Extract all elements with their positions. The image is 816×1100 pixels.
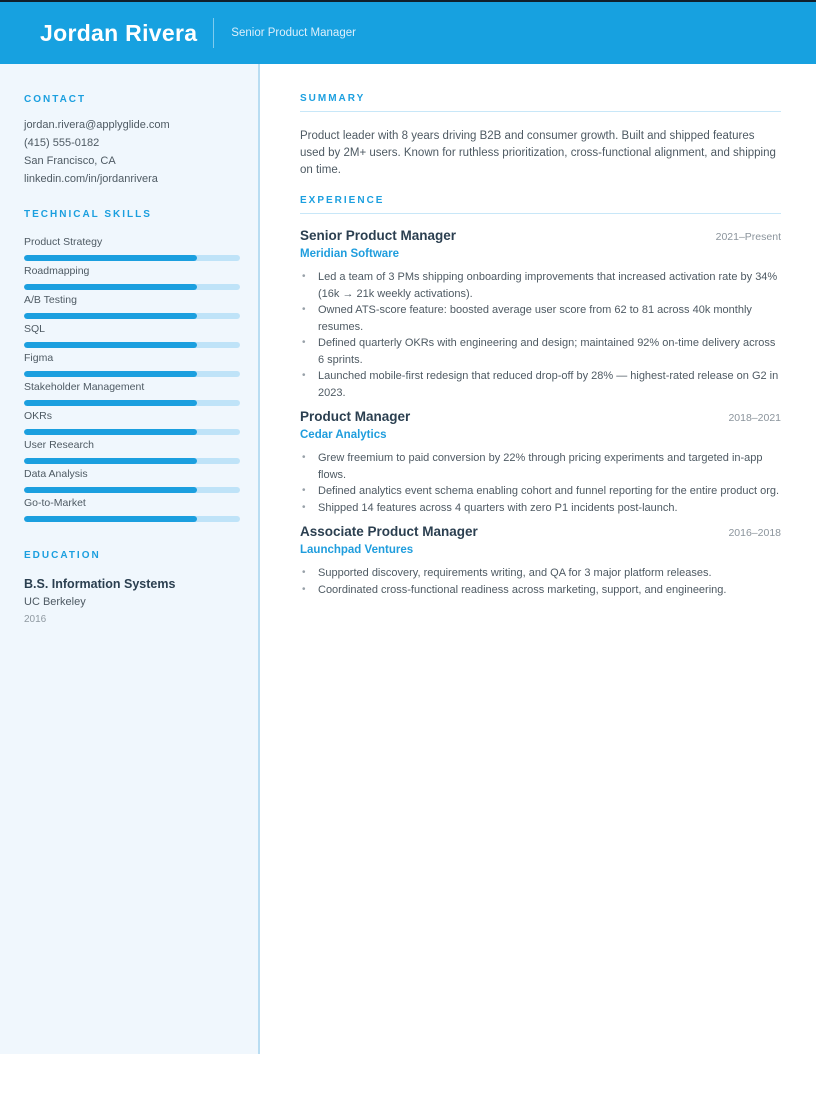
- job-bullet: [300, 565, 781, 582]
- skill-row: [24, 352, 240, 377]
- summary-text: Product leader with 8 years driving B2B and consumer growth. Built and shipped features used by 2M+ users. Known for ruthless prioritization, cross-functional alignment, and shipping on time.: [300, 130, 776, 176]
- skill-label: SQL: [24, 323, 46, 335]
- skill-label: Stakeholder Management: [24, 381, 145, 393]
- job-company: Meridian Software: [300, 248, 400, 260]
- skill-bar-fill: [24, 429, 197, 435]
- skill-bar-track: [24, 516, 240, 522]
- skill-label: Product Strategy: [24, 236, 103, 248]
- summary-heading: SUMMARY: [300, 93, 781, 112]
- skill-row: [24, 236, 240, 261]
- skill-bar-fill: [24, 342, 197, 348]
- bullet-dot: •: [302, 271, 306, 282]
- job-bullet: [300, 500, 781, 517]
- job-bullets: [300, 450, 781, 516]
- skill-label: Figma: [24, 352, 54, 364]
- bullet-dot: •: [302, 567, 306, 578]
- skill-bar-track: [24, 342, 240, 348]
- job-header: [300, 409, 781, 425]
- job-dates: 2016–2018: [728, 527, 781, 539]
- header-divider: [213, 18, 214, 48]
- job-company: Cedar Analytics: [300, 429, 387, 441]
- job-title: Senior Product Manager: [300, 228, 457, 243]
- contact-heading: CONTACT: [24, 94, 87, 105]
- person-title: Senior Product Manager: [231, 27, 356, 39]
- job-bullet: [300, 483, 781, 500]
- bullet-text: Owned ATS-score feature: boosted average user score from 62 to 81 across 40k monthly resumes.: [318, 304, 752, 333]
- skill-label: Go-to-Market: [24, 497, 86, 509]
- job-entry: [300, 524, 781, 598]
- job-dates: 2018–2021: [728, 412, 781, 424]
- education-school: UC Berkeley: [24, 596, 86, 608]
- skill-bar-track: [24, 487, 240, 493]
- skill-bar-fill: [24, 487, 197, 493]
- skill-label: OKRs: [24, 410, 53, 422]
- education-year: 2016: [24, 614, 47, 625]
- bullet-text: Grew freemium to paid conversion by 22% through pricing experiments and targeted in-app flows.: [318, 452, 763, 481]
- skill-row: [24, 468, 240, 493]
- skill-label: A/B Testing: [24, 294, 77, 306]
- main-content: [260, 64, 816, 1054]
- skills-list: [24, 236, 240, 522]
- skill-row: [24, 439, 240, 464]
- skill-bar-fill: [24, 313, 197, 319]
- job-header: [300, 228, 781, 244]
- bullet-dot: •: [302, 485, 306, 496]
- bullet-dot: •: [302, 337, 306, 348]
- job-list: [300, 228, 781, 598]
- job-bullet: [300, 335, 781, 368]
- bullet-dot: •: [302, 370, 306, 381]
- skill-row: [24, 410, 240, 435]
- skill-label: Roadmapping: [24, 265, 90, 277]
- bullet-text: Defined analytics event schema enabling cohort and funnel reporting for the entire product org.: [318, 485, 780, 497]
- skill-bar-track: [24, 400, 240, 406]
- skill-bar-fill: [24, 255, 197, 261]
- bullet-dot: •: [302, 452, 306, 463]
- education-entry: [24, 577, 240, 626]
- job-bullet: [300, 450, 781, 483]
- job-bullets: [300, 565, 781, 598]
- job-entry: [300, 409, 781, 516]
- contact-item: jordan.rivera@applyglide.com: [24, 119, 170, 131]
- skill-bar-fill: [24, 516, 197, 522]
- contact-item: San Francisco, CA: [24, 155, 116, 167]
- bullet-text: Coordinated cross-functional readiness across marketing, support, and engineering.: [318, 583, 727, 596]
- summary-section: [300, 93, 781, 179]
- header: [0, 2, 816, 64]
- skill-row: [24, 265, 240, 290]
- bullet-text: Launched mobile-first redesign that reduced drop-off by 28% — highest-rated release on G2 in 2023.: [318, 370, 779, 399]
- skill-bar-track: [24, 313, 240, 319]
- bullet-text: Defined quarterly OKRs with engineering and design; maintained 92% on-time delivery across 6 sprints.: [318, 337, 776, 366]
- bullet-text: Shipped 14 features across 4 quarters with zero P1 incidents post-launch.: [318, 501, 678, 514]
- job-header: [300, 524, 781, 540]
- job-bullets: [300, 269, 781, 401]
- bullet-dot: •: [302, 501, 306, 513]
- skill-bar-track: [24, 284, 240, 290]
- skill-bar-fill: [24, 458, 197, 464]
- skill-row: [24, 294, 240, 319]
- contact-item: linkedin.com/in/jordanrivera: [24, 173, 158, 185]
- skill-bar-track: [24, 458, 240, 464]
- skill-label: User Research: [24, 439, 95, 451]
- skill-row: [24, 497, 240, 522]
- skill-bar-fill: [24, 284, 197, 290]
- bullet-text: Led a team of 3 PMs shipping onboarding improvements that increased activation rate by 34% (16k → 21k weekly activations).: [318, 271, 778, 300]
- education-degree: B.S. Information Systems: [24, 577, 176, 591]
- job-entry: [300, 228, 781, 401]
- bullet-dot: •: [302, 583, 306, 595]
- skill-bar-track: [24, 371, 240, 377]
- bullet-dot: •: [302, 304, 306, 315]
- skill-bar-track: [24, 429, 240, 435]
- skill-row: [24, 381, 240, 406]
- experience-heading: EXPERIENCE: [300, 195, 781, 214]
- job-dates: 2021–Present: [715, 231, 781, 243]
- contact-item: (415) 555-0182: [24, 137, 100, 149]
- sidebar: [0, 64, 260, 1054]
- content-columns: [0, 64, 816, 1054]
- skill-label: Data Analysis: [24, 468, 88, 480]
- skill-bar-track: [24, 255, 240, 261]
- job-title: Product Manager: [300, 409, 411, 424]
- job-bullet: [300, 368, 781, 401]
- job-bullet: [300, 269, 781, 302]
- bullet-text: Supported discovery, requirements writing, and QA for 3 major platform releases.: [318, 567, 712, 579]
- skill-row: [24, 323, 240, 348]
- experience-section: [300, 195, 781, 598]
- job-bullet: [300, 302, 781, 335]
- job-bullet: [300, 582, 781, 599]
- education-heading: EDUCATION: [24, 550, 101, 561]
- skills-heading: TECHNICAL SKILLS: [24, 209, 152, 220]
- job-title: Associate Product Manager: [300, 524, 478, 539]
- skill-bar-fill: [24, 400, 197, 406]
- contact-list: [24, 119, 240, 185]
- skill-bar-fill: [24, 371, 197, 377]
- person-name: Jordan Rivera: [40, 19, 198, 46]
- job-company: Launchpad Ventures: [300, 544, 414, 556]
